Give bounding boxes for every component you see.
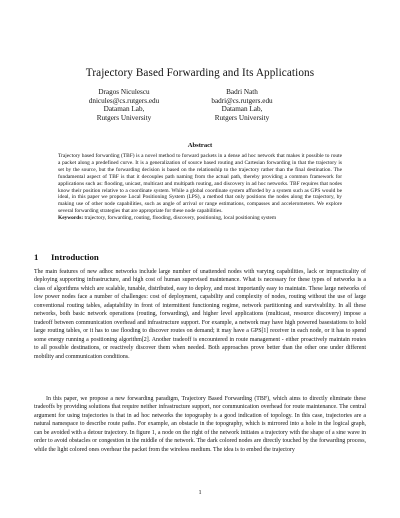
- abstract-text: Trajectory based forwarding (TBF) is a novel method to forward packets in a dense ad hoc network that makes it possible to route a packet along a predefined curve. It is a generalization of source based routing and Cartesian forwarding in that the trajectory is set by the source, but the forwarding decision is based on the relationship to the trajectory rather than the final destination. The fundamental aspect of TBF is that it decouples path naming from the actual path, thereby providing a common framework for applications such as: flooding, unicast, multicast and multipath routing, and discovery in ad hoc networks. TBF requires that nodes know their position relative to a coordinate system. While a global coordinate system afforded by a system such as GPS would be ideal, in this paper we propose Local Positioning System (LPS), a method that only positions the nodes along the trajectory, by making use of other node capabilities, such as angle of arrival or range estimations, compasses and accelerometers. We explore several forwarding strategies that are appropriate for these node capabilities.: [58, 153, 342, 215]
- abstract-heading: Abstract: [187, 142, 213, 149]
- section-number: 1: [34, 252, 39, 262]
- keywords-text: trajectory, forwarding, routing, flooding, discovery, positioning, local positioning system: [84, 215, 277, 222]
- author-block-1: [64, 88, 184, 122]
- author-block-2: [182, 88, 302, 122]
- page-number: 1: [198, 489, 202, 496]
- intro-paragraph-2: In this paper, we propose a new forwarding paradigm, Trajectory Based Forwarding (TBF), which aims to directly eliminate these tradeoffs by providing solutions that require neither infrastructure support, nor communication overhead for route maintenance. The central argument for using trajectories is that in ad hoc networks the topography is a good indication of topology. In this case, trajectories are a natural namespace to describe route paths. For example, an obstacle in the topography, which is mirrored into a hole in the logical graph, can be avoided with a detour trajectory. In figure 1, a node on the right of the network initiates a trajectory with the shape of a sine wave in order to avoid obstacles or congestion in the middle of the network. The dark colored nodes are directly touched by the forwarding process, while the light colored ones overhear the packet from the wireless medium. The idea is to embed the trajectory: [34, 396, 366, 453]
- author-affiliation: Rutgers University: [96, 113, 152, 122]
- author-name: Badri Nath: [226, 88, 258, 96]
- keywords-label: Keywords:: [58, 215, 84, 222]
- author-lab: Dataman Lab,: [221, 105, 263, 114]
- author-lab: Dataman Lab,: [103, 105, 145, 114]
- author-email: badri@cs.rutgers.edu: [211, 96, 273, 105]
- section-heading: [34, 252, 99, 262]
- author-email: dnicules@cs.rutgers.edu: [88, 96, 160, 105]
- abstract-body: [58, 153, 342, 222]
- paper-title: Trajectory Based Forwarding and Its Applications: [85, 67, 315, 79]
- author-affiliation: Rutgers University: [214, 113, 270, 122]
- intro-paragraph-1: The main features of new adhoc networks include large number of unattended nodes with varying capabilities, lack or impracticality of deploying supporting infrastructure, and high cost of human supervised maintenance. What is necessary for these types of networks is a class of algorithms which are scalable, tunable, distributed, easy to deploy, and most importantly easy to maintain. These large networks of low power nodes face a number of challenges: cost of deployment, capability and complexity of nodes, routing without the use of large conventional routing tables, adaptability in front of intermittent functioning regime, network partitioning and survivability. In all these networks, both basic network operations (routing, forwarding), and higher level applications (multicast, resource discovery) impose a tradeoff between communication overhead and infrastructure support. For example, a network may have high powered basestations to hold large routing tables, or it has to use flooding to discover routes on demand; it may have a GPS[1] receiver in each node, or it has to spend some energy running a positioning algorithm[2]. Another tradeoff is encountered in route management - either proactively maintain routes to all possible destinations, or reactively discover them when needed. Both approaches prove better than the other one under different mobility and communication conditions.: [34, 269, 366, 360]
- author-name: Dragos Niculescu: [98, 88, 150, 96]
- section-title: Introduction: [51, 252, 99, 262]
